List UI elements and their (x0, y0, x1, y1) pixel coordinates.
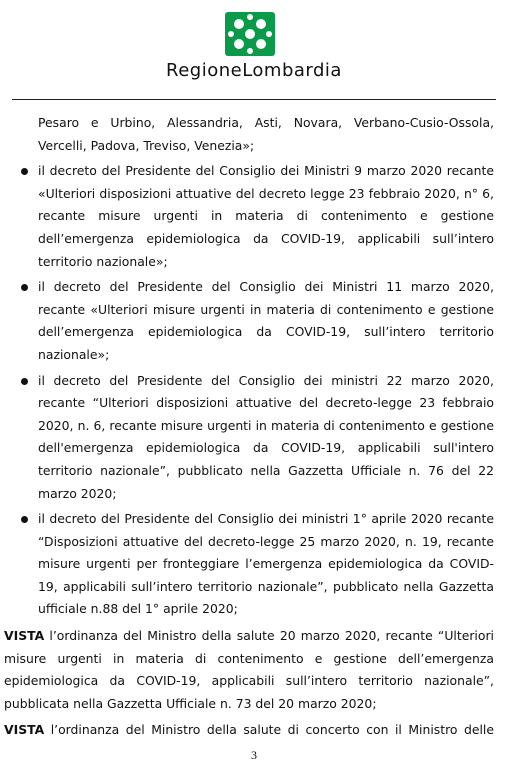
list-item (0, 508, 508, 621)
document-body (0, 112, 508, 742)
bullet-icon (21, 516, 28, 523)
list-item (0, 276, 508, 366)
vista-text: l’ordinanza del Ministro della salute 20 marzo 2020, recante “Ulteriori misure urgenti in materia di contenimento e gestione dell’emergenza epidemiologica da COVID-19, applicabili sull’intero territorio nazionale”, pubblicata nella Gazzetta Ufficiale n. 73 del 20 marzo 2020; (4, 628, 494, 711)
region-logo-icon (225, 12, 275, 56)
list-item (0, 370, 508, 506)
bullet-icon (21, 378, 28, 385)
bullet-icon (21, 168, 28, 175)
vista-lead: VISTA (4, 722, 45, 738)
list-item-text: il decreto del Presidente del Consiglio dei ministri 1° aprile 2020 recante “Disposizioni attuative del decreto-legge 25 marzo 2020, n. 19, recante misure urgenti per fronteggiare l’emergenza epidemiologica da COVID-19, applicabili sull’intero territorio nazionale”, pubblicato nella Gazzetta ufficiale n.88 del 1° aprile 2020; (38, 511, 494, 617)
list-item-text: il decreto del Presidente del Consiglio dei ministri 22 marzo 2020, recante “Ulteriori disposizioni attuative del decreto-legge 23 febbraio 2020, n. 6, recante misure urgenti in materia di contenimento e gestione dell'emergenza epidemiologica da COVID-19, applicabili sull'intero territorio nazionale”, pubblicato nella Gazzetta Ufficiale n. 76 del 22 marzo 2020; (38, 372, 494, 501)
page-header (0, 0, 508, 98)
header-divider (12, 99, 496, 100)
vista-text: l’ordinanza del Ministro della salute di concerto con il Ministro delle (44, 722, 494, 738)
vista-paragraph (0, 625, 508, 715)
list-item-text: il decreto del Presidente del Consiglio dei Ministri 11 marzo 2020, recante «Ulteriori misure urgenti in materia di contenimento e gestione dell’emergenza epidemiologica da COVID-19, sull’intero territorio nazionale»; (38, 279, 494, 362)
vista-paragraph (0, 719, 508, 742)
bullet-icon (21, 284, 28, 291)
region-logo-text: RegioneLombardia (166, 60, 342, 81)
continuation-text: Pesaro e Urbino, Alessandria, Asti, Novara, Verbano-Cusio-Ossola, Vercelli, Padova, Treviso, Venezia»; (38, 115, 494, 153)
rosa-camuna-icon (225, 12, 275, 56)
list-item (0, 160, 508, 273)
page-number: 3 (251, 748, 257, 762)
list-item-text: il decreto del Presidente del Consiglio dei Ministri 9 marzo 2020 recante «Ulteriori disposizioni attuative del decreto legge 23 febbraio 2020, n° 6, recante misure urgenti in materia di contenimento e gestione dell’emergenza epidemiologica da COVID-19, applicabili sull’intero territorio nazionale»; (38, 163, 494, 269)
vista-lead: VISTA (4, 628, 45, 644)
